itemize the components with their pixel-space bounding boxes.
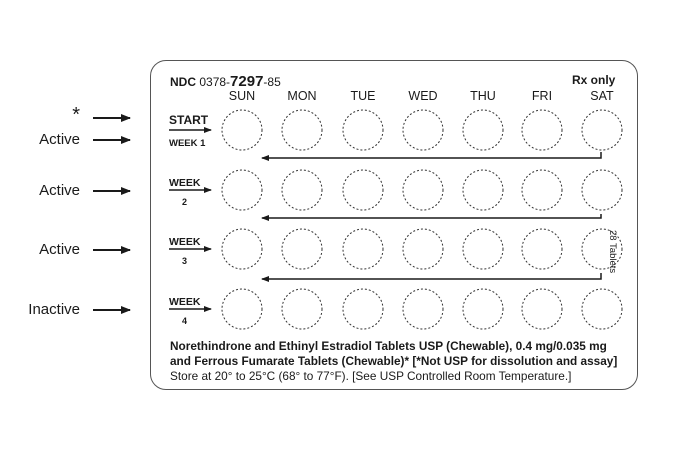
day-header-wed: WED	[408, 89, 438, 103]
tablet-w1-tue[interactable]	[343, 110, 383, 150]
tablet-w2-mon[interactable]	[282, 170, 322, 210]
tablet-w2-fri[interactable]	[522, 170, 562, 210]
day-header-sun: SUN	[228, 89, 256, 103]
return-arrow-3	[262, 273, 601, 279]
tablet-w3-wed[interactable]	[403, 229, 443, 269]
tablet-w2-wed[interactable]	[403, 170, 443, 210]
tablet-w1-fri[interactable]	[522, 110, 562, 150]
week-4-number: 4	[182, 316, 188, 326]
ndc-prefix: NDC	[170, 75, 196, 89]
week-2-label: WEEK	[169, 177, 201, 189]
tablet-w1-mon[interactable]	[282, 110, 322, 150]
week-3-number: 3	[182, 256, 188, 266]
side-label-active-1: Active	[39, 131, 80, 148]
ndc-code-a: 0378-	[199, 75, 231, 89]
tablet-w3-fri[interactable]	[522, 229, 562, 269]
return-arrow-2	[262, 214, 601, 218]
ndc-code-b: 7297	[230, 73, 264, 90]
tablet-w4-fri[interactable]	[522, 289, 562, 329]
tablet-w4-mon[interactable]	[282, 289, 322, 329]
return-arrow-1	[262, 152, 601, 158]
tablet-w3-sat[interactable]	[582, 229, 622, 269]
day-header-mon: MON	[287, 89, 317, 103]
tablet-w1-sun[interactable]	[222, 110, 262, 150]
tablet-w1-thu[interactable]	[463, 110, 503, 150]
week-3-label: WEEK	[169, 236, 201, 248]
tablet-w3-tue[interactable]	[343, 229, 383, 269]
tablet-w1-sat[interactable]	[582, 110, 622, 150]
side-label-active-2: Active	[39, 182, 80, 199]
day-header-thu: THU	[470, 89, 496, 103]
side-label-active-3: Active	[39, 241, 80, 258]
tablet-w3-thu[interactable]	[463, 229, 503, 269]
day-header-fri: FRI	[531, 89, 553, 103]
day-header-sat: SAT	[590, 89, 614, 103]
footer-line-2: and Ferrous Fumarate Tablets (Chewable)* [*Not USP for dissolution and assay]	[170, 354, 618, 368]
tablet-w2-thu[interactable]	[463, 170, 503, 210]
footer-line-3: Store at 20° to 25°C (68° to 77°F). [See USP Controlled Room Temperature.]	[170, 369, 572, 383]
asterisk-label: *	[72, 104, 80, 126]
tablet-w4-wed[interactable]	[403, 289, 443, 329]
start-label: START	[169, 113, 209, 127]
tablet-count-label: 28 Tablets	[607, 230, 618, 274]
week-4-label: WEEK	[169, 296, 201, 308]
tablet-w3-mon[interactable]	[282, 229, 322, 269]
week-1-word: WEEK	[169, 138, 198, 149]
tablet-w1-wed[interactable]	[403, 110, 443, 150]
tablet-w4-tue[interactable]	[343, 289, 383, 329]
ndc-code-c: -85	[263, 75, 281, 89]
day-header-tue: TUE	[350, 89, 376, 103]
tablet-w2-sun[interactable]	[222, 170, 262, 210]
side-label-inactive: Inactive	[28, 301, 80, 318]
tablet-w4-thu[interactable]	[463, 289, 503, 329]
tablet-w2-sat[interactable]	[582, 170, 622, 210]
week-1-number: 1	[200, 138, 206, 149]
footer-line-1: Norethindrone and Ethinyl Estradiol Tablets USP (Chewable), 0.4 mg/0.035 mg	[170, 339, 607, 353]
week-2-number: 2	[182, 197, 188, 207]
tablet-w4-sat[interactable]	[582, 289, 622, 329]
rx-only-label: Rx only	[572, 73, 616, 87]
tablet-w4-sun[interactable]	[222, 289, 262, 329]
tablet-w2-tue[interactable]	[343, 170, 383, 210]
tablet-w3-sun[interactable]	[222, 229, 262, 269]
